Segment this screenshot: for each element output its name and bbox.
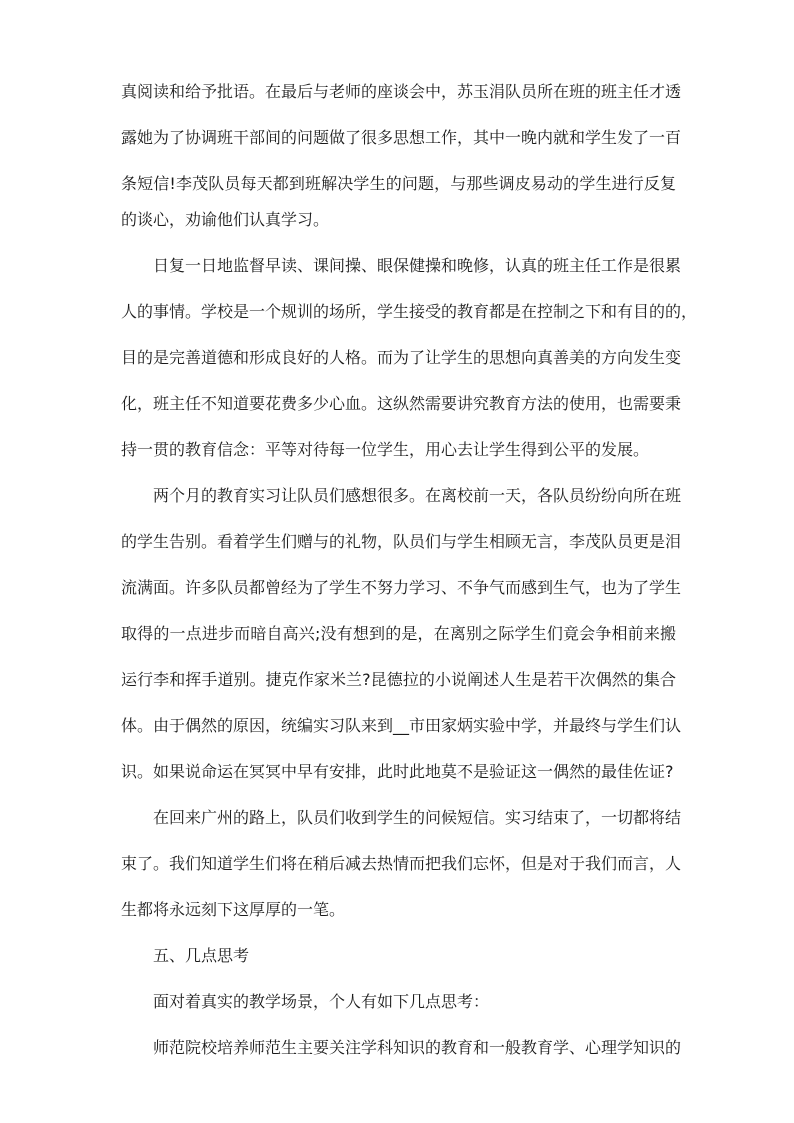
text-line: 持一贯的教育信念：平等对待每一位学生，用心去让学生得到公平的发展。: [121, 440, 650, 459]
section-heading: 五、几点思考: [153, 946, 250, 965]
text-line: 的学生告别。看着学生们赠与的礼物，队员们与学生相顾无言，李茂队员更是泪: [121, 532, 682, 551]
text-line: 流满面。许多队员都曾经为了学生不努力学习、不争气而感到生气，也为了学生: [121, 578, 682, 597]
paragraph-first-line: 面对着真实的教学场景，个人有如下几点思考：: [153, 992, 490, 1011]
text-line: 露她为了协调班干部间的问题做了很多思想工作，其中一晚内就和学生发了一百: [121, 128, 682, 147]
text-line: 束了。我们知道学生们将在稍后减去热情而把我们忘怀，但是对于我们而言，人: [121, 854, 682, 873]
text-line: 人的事情。学校是一个规训的场所，学生接受的教育都是在控制之下和有目的的，: [121, 302, 698, 321]
text-line: 的谈心，劝谕他们认真学习。: [121, 210, 330, 229]
text-line: 化，班主任不知道要花费多少心血。这纵然需要讲究教育方法的使用，也需要秉: [121, 394, 682, 413]
paragraph-first-line: 两个月的教育实习让队员们感想很多。在离校前一天，各队员纷纷向所在班: [153, 486, 682, 505]
text-line: 条短信!李茂队员每天都到班解决学生的问题，与那些调皮易动的学生进行反复: [121, 174, 676, 193]
paragraph-first-line: 在回来广州的路上，队员们收到学生的问候短信。实习结束了，一切都将结: [153, 808, 682, 827]
text-line: 目的是完善道德和形成良好的人格。而为了让学生的思想向真善美的方向发生变: [121, 348, 682, 367]
text-line: 取得的一点进步而暗自高兴;没有想到的是，在离别之际学生们竟会争相前来搬: [121, 624, 676, 643]
text-line: 运行李和挥手道别。捷克作家米兰?昆德拉的小说阐述人生是若干次偶然的集合: [121, 670, 676, 689]
text-line: 体。由于偶然的原因，统编实习队来到__市田家炳实验中学，并最终与学生们认: [121, 716, 682, 735]
text-line: 识。如果说命运在冥冥中早有安排，此时此地莫不是验证这一偶然的最佳佐证?: [121, 762, 674, 781]
text-line: 真阅读和给予批语。在最后与老师的座谈会中，苏玉涓队员所在班的班主任才透: [121, 82, 682, 101]
paragraph-first-line: 日复一日地监督早读、课间操、眼保健操和晚修，认真的班主任工作是很累: [153, 256, 682, 275]
text-line: 生都将永远刻下这厚厚的一笔。: [121, 900, 346, 919]
paragraph-first-line: 师范院校培养师范生主要关注学科知识的教育和一般教育学、心理学知识的: [153, 1038, 682, 1057]
